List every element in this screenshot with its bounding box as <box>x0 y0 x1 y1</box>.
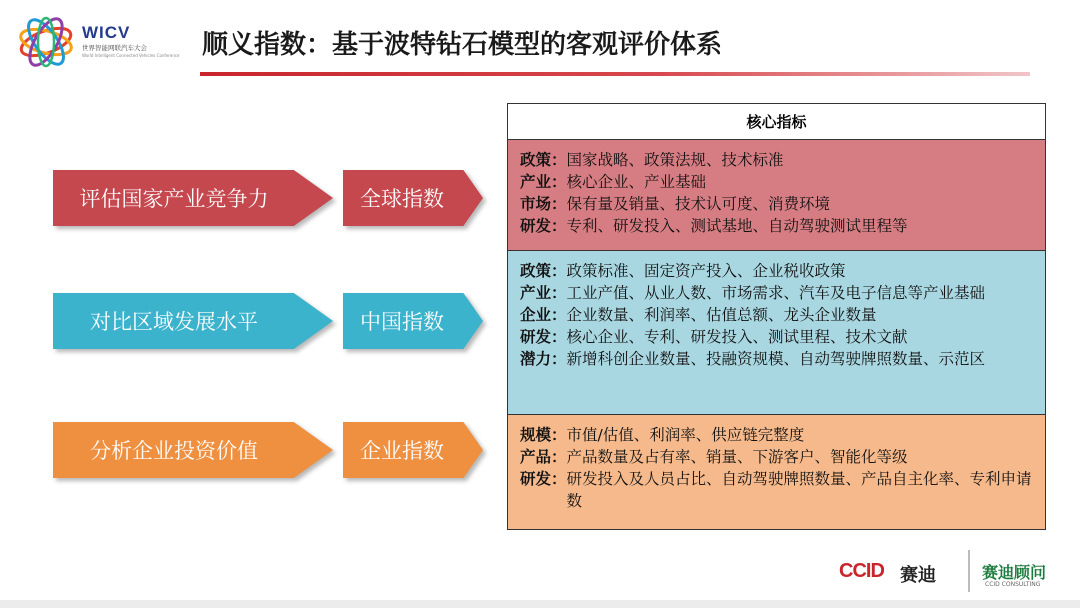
purpose-arrow-regional <box>53 293 333 349</box>
indicator-key: 潜力： <box>520 350 567 368</box>
indicator-value: 企业数量、利润率、估值总额、龙头企业数量 <box>566 306 877 324</box>
indicator-line <box>520 468 1035 512</box>
indicator-key: 研发： <box>520 217 567 235</box>
indicator-line <box>520 424 1035 446</box>
index-arrow-enterprise <box>343 422 483 478</box>
indicator-value: 研发投入及人员占比、自动驾驶牌照数量、产品自主化率、专利申请数 <box>566 470 1032 510</box>
indicator-key: 规模： <box>520 426 567 444</box>
indicator-key: 产品： <box>520 448 567 466</box>
indicator-value: 政策标准、固定资产投入、企业税收政策 <box>566 262 846 280</box>
title-underline <box>200 72 1030 76</box>
table-section-global <box>508 140 1045 251</box>
consulting-logo-sub: CCID CONSULTING <box>985 581 1041 588</box>
indicator-key: 研发： <box>520 328 567 346</box>
indicator-value: 核心企业、产业基础 <box>566 173 707 191</box>
purpose-arrow-enterprise <box>53 422 333 478</box>
table-section-china <box>508 251 1045 415</box>
indicator-line <box>520 193 1035 215</box>
table-header: 核心指标 <box>508 104 1045 140</box>
indicator-line <box>520 215 1035 237</box>
indicator-line <box>520 304 1035 326</box>
index-label: 全球指数 <box>360 187 444 211</box>
indicator-value: 核心企业、专利、研发投入、测试里程、技术文献 <box>566 328 908 346</box>
indicator-value: 新增科创企业数量、投融资规模、自动驾驶牌照数量、示范区 <box>566 350 986 368</box>
indicator-key: 研发： <box>520 470 567 488</box>
brand-name: WICV <box>82 23 131 42</box>
brand-subtitle-cn: 世界智能网联汽车大会 <box>82 44 147 52</box>
indicator-line <box>520 348 1035 370</box>
consulting-logo: 赛迪顾问 <box>982 563 1047 582</box>
indicator-value: 市值/估值、利润率、供应链完整度 <box>566 426 805 444</box>
indicator-value: 专利、研发投入、测试基地、自动驾驶测试里程等 <box>566 217 908 235</box>
indicator-line <box>520 446 1035 468</box>
page-title: 顺义指数：基于波特钻石模型的客观评价体系 <box>202 30 723 60</box>
indicator-key: 政策： <box>520 262 567 280</box>
footer-divider <box>968 550 970 592</box>
indicator-key: 企业： <box>520 306 567 324</box>
indicator-key: 政策： <box>520 151 567 169</box>
indicator-key: 产业： <box>520 284 567 302</box>
ccid-logo-cn: 赛迪 <box>900 565 936 586</box>
footer-bar <box>0 600 1080 608</box>
purpose-label: 分析企业投资价值 <box>90 439 258 463</box>
indicator-line <box>520 282 1035 304</box>
purpose-arrow-national <box>53 170 333 226</box>
index-arrow-global <box>343 170 483 226</box>
core-indicators-table <box>507 103 1046 530</box>
indicator-line <box>520 171 1035 193</box>
indicator-value: 工业产值、从业人数、市场需求、汽车及电子信息等产业基础 <box>566 284 986 302</box>
indicator-value: 保有量及销量、技术认可度、消费环境 <box>566 195 831 213</box>
brand-subtitle-en: World Intelligent Connected Vehicles Conference <box>82 53 180 58</box>
indicator-value: 产品数量及占有率、销量、下游客户、智能化等级 <box>566 448 908 466</box>
indicator-key: 产业： <box>520 173 567 191</box>
indicator-line <box>520 149 1035 171</box>
wicv-logo-icon <box>16 12 76 72</box>
table-section-enterprise <box>508 415 1045 529</box>
purpose-label: 对比区域发展水平 <box>90 310 258 334</box>
indicator-line <box>520 260 1035 282</box>
index-label: 中国指数 <box>360 310 444 334</box>
brand <box>82 24 180 58</box>
index-label: 企业指数 <box>360 439 444 463</box>
purpose-label: 评估国家产业竞争力 <box>79 187 269 211</box>
indicator-line <box>520 326 1035 348</box>
indicator-value: 国家战略、政策法规、技术标准 <box>566 151 784 169</box>
index-arrow-china <box>343 293 483 349</box>
indicator-key: 市场： <box>520 195 567 213</box>
ccid-logo: CCID <box>839 560 884 582</box>
